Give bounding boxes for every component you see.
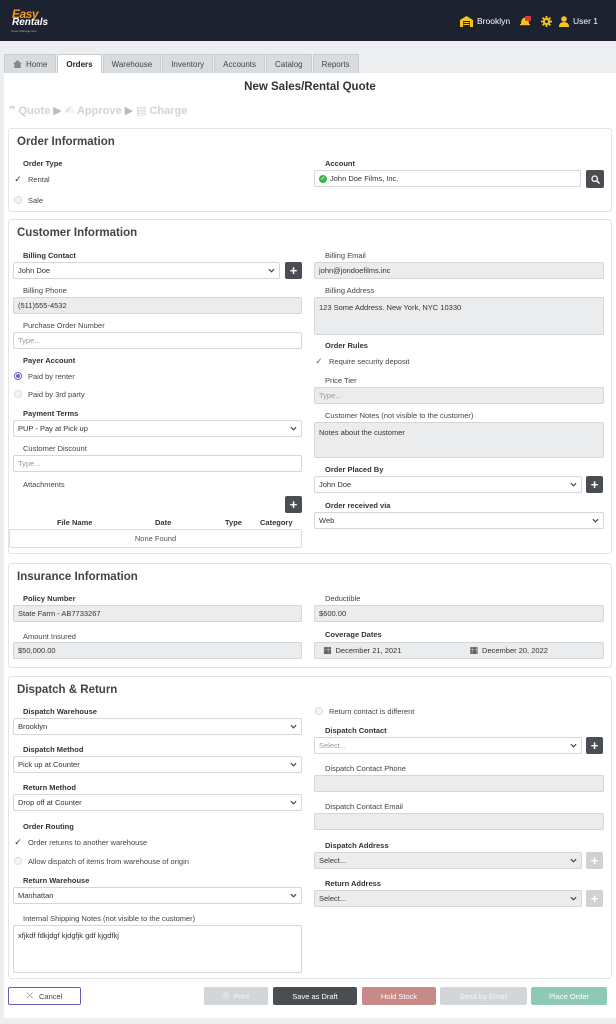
hold-stock-label: Hold Stock <box>380 991 418 1001</box>
dispatch-address-select[interactable] <box>314 852 582 869</box>
add-billing-contact-button[interactable] <box>285 262 302 279</box>
allow-dispatch-checkbox[interactable] <box>13 856 189 866</box>
radio-selected-icon <box>13 371 23 381</box>
verified-icon: ✓ <box>320 176 326 182</box>
dispatch-warehouse-label: Dispatch Warehouse <box>23 707 97 716</box>
location-selector[interactable] <box>460 14 510 28</box>
return-address-label: Return Address <box>325 879 381 888</box>
save-draft-label: Save as Draft <box>292 991 338 1001</box>
add-placed-by-button[interactable] <box>586 476 603 493</box>
policy-number-field <box>13 605 302 622</box>
tab-accounts-label: Accounts <box>223 59 257 69</box>
dispatch-contact-select[interactable] <box>314 737 582 754</box>
attachments-label: Attachments <box>23 480 65 489</box>
shipping-notes-textarea[interactable] <box>13 925 302 973</box>
chevron-down-icon <box>570 742 577 749</box>
customer-notes-value: Notes about the customer <box>319 428 405 437</box>
dispatch-contact-email-label: Dispatch Contact Email <box>325 802 403 811</box>
option-label: Sale <box>28 195 44 205</box>
dispatch-address-label: Dispatch Address <box>325 841 389 850</box>
section-title: Customer Information <box>17 227 138 239</box>
billing-phone-field <box>13 297 302 314</box>
placed-by-label: Order Placed By <box>325 465 384 474</box>
received-via-label: Order received via <box>325 501 391 510</box>
chevron-down-icon <box>592 517 599 524</box>
calendar-icon: ▦ <box>323 645 332 655</box>
app-logo[interactable] <box>8 7 50 35</box>
dispatch-contact-phone-label: Dispatch Contact Phone <box>325 764 406 773</box>
billing-address-field <box>314 297 604 335</box>
dispatch-address-placeholder: Select... <box>319 856 347 865</box>
return-contact-different-checkbox[interactable] <box>314 706 414 716</box>
cancel-label: Cancel <box>39 991 63 1001</box>
cancel-icon: ⤫ <box>26 991 34 1000</box>
account-search-button[interactable] <box>586 170 604 188</box>
payer-account-label: Payer Account <box>23 356 76 365</box>
radio-icon <box>13 389 23 399</box>
place-order-label: Place Order <box>548 991 590 1001</box>
option-label: Require security deposit <box>329 356 410 366</box>
billing-phone-value: (511)555-4532 <box>18 301 67 310</box>
workflow-steps <box>9 104 190 117</box>
tab-inventory[interactable] <box>162 54 213 73</box>
billing-email-value: john@jondoefilms.inc <box>319 266 391 275</box>
placed-by-select[interactable] <box>314 476 582 493</box>
order-type-sale-option[interactable] <box>13 195 43 205</box>
chevron-down-icon <box>290 799 297 806</box>
placed-by-value: John Doe <box>319 480 352 489</box>
plus-icon: + <box>590 891 599 906</box>
price-tier-input[interactable]: Type... <box>314 387 604 404</box>
option-label: Paid by 3rd party <box>28 389 85 399</box>
return-method-select[interactable] <box>13 794 302 811</box>
column-header: Date <box>155 518 172 527</box>
search-icon <box>591 175 600 184</box>
received-via-value: Web <box>319 516 335 525</box>
dispatch-return-card <box>8 676 612 979</box>
billing-contact-value: John Doe <box>18 266 51 275</box>
amount-insured-field <box>13 642 302 659</box>
chevron-down-icon <box>570 481 577 488</box>
user-icon <box>559 16 569 27</box>
attachments-table <box>9 515 302 549</box>
billing-email-field <box>314 262 604 279</box>
main-panel <box>4 73 616 1018</box>
column-header: Type <box>225 518 242 527</box>
tab-reports[interactable] <box>313 54 359 73</box>
deductible-label: Deductible <box>325 594 361 603</box>
tab-reports-label: Reports <box>321 59 350 69</box>
send-email-label: Send by Email <box>459 991 508 1001</box>
option-label: Return contact is different <box>329 706 415 716</box>
dispatch-contact-email-field <box>314 813 604 830</box>
amount-insured-label: Amount Insured <box>23 632 76 641</box>
empty-message: None Found <box>134 534 177 543</box>
page-title: New Sales/Rental Quote <box>244 81 376 93</box>
paid-by-third-party-option[interactable] <box>13 389 85 399</box>
dispatch-warehouse-value: Brooklyn <box>18 722 48 731</box>
dispatch-contact-phone-field <box>314 775 604 792</box>
received-via-select[interactable] <box>314 512 604 529</box>
return-warehouse-label: Return Warehouse <box>23 876 90 885</box>
return-warehouse-value: Manhattan <box>18 891 54 900</box>
customer-discount-input[interactable]: Type... <box>13 455 302 472</box>
location-name: Brooklyn <box>477 16 511 26</box>
tab-warehouse[interactable] <box>103 54 162 73</box>
check-icon: ✓ <box>14 836 22 847</box>
step-arrow-icon: ▶ <box>124 105 134 117</box>
price-tier-label: Price Tier <box>325 376 357 385</box>
payment-terms-label: Payment Terms <box>23 409 79 418</box>
customer-discount-label: Customer Discount <box>23 444 87 453</box>
user-name: User 1 <box>573 16 599 26</box>
account-field[interactable] <box>314 170 581 187</box>
order-type-rental-option[interactable] <box>13 174 50 184</box>
billing-address-value: 123 Some Address. New York, NYC 10330 <box>319 303 462 312</box>
amount-insured-value: $50,000.00 <box>18 646 56 655</box>
po-number-input[interactable]: Type... <box>13 332 302 349</box>
column-header: Category <box>260 518 293 527</box>
chevron-down-icon <box>290 761 297 768</box>
section-title: Insurance Information <box>17 571 138 583</box>
order-rules-label: Order Rules <box>325 341 368 350</box>
coverage-start: December 21, 2021 <box>335 646 402 655</box>
insurance-information-card <box>8 563 612 668</box>
add-attachment-button[interactable] <box>285 496 302 513</box>
return-address-select[interactable] <box>314 890 582 907</box>
settings-button[interactable] <box>541 14 552 28</box>
dispatch-contact-label: Dispatch Contact <box>325 726 387 735</box>
top-bar <box>0 0 616 41</box>
shipping-notes-label: Internal Shipping Notes (not visible to the customer) <box>23 914 196 923</box>
cancel-button[interactable] <box>8 987 81 1005</box>
checkbox-icon <box>314 706 324 716</box>
check-icon: ✓ <box>14 173 22 184</box>
billing-contact-label: Billing Contact <box>23 251 76 260</box>
save-draft-button[interactable] <box>273 987 357 1005</box>
billing-email-label: Billing Email <box>325 251 366 260</box>
paid-by-renter-option[interactable] <box>13 371 75 381</box>
returns-other-warehouse-checkbox[interactable] <box>13 837 147 847</box>
coverage-dates-label: Coverage Dates <box>325 630 382 639</box>
customer-notes-label: Customer Notes (not visible to the customer) <box>325 411 474 420</box>
checkbox-icon <box>13 856 23 866</box>
billing-address-label: Billing Address <box>325 286 375 295</box>
print-button[interactable] <box>204 987 268 1005</box>
chevron-down-icon <box>570 857 577 864</box>
dispatch-method-select[interactable] <box>13 756 302 773</box>
order-information-card <box>8 128 612 212</box>
tab-catalog-label: Catalog <box>275 59 303 69</box>
option-label: Order returns to another warehouse <box>28 837 148 847</box>
customer-information-card <box>8 219 612 554</box>
tab-accounts[interactable] <box>214 54 265 73</box>
tab-catalog[interactable] <box>266 54 312 73</box>
main-nav <box>4 54 360 73</box>
gear-icon <box>541 16 552 27</box>
add-return-address-button[interactable] <box>586 890 603 907</box>
tab-home-label: Home <box>26 59 48 69</box>
po-number-label: Purchase Order Number <box>23 321 105 330</box>
add-dispatch-contact-button[interactable] <box>586 737 603 754</box>
order-routing-label: Order Routing <box>23 822 74 831</box>
option-label: Paid by renter <box>28 371 75 381</box>
add-dispatch-address-button[interactable] <box>586 852 603 869</box>
calendar-icon: ▦ <box>469 645 479 655</box>
hold-stock-button[interactable] <box>362 987 436 1005</box>
payment-terms-value: PUP - Pay at Pick up <box>18 424 88 433</box>
plus-icon: + <box>590 738 599 753</box>
return-warehouse-select[interactable] <box>13 887 302 904</box>
order-type-label: Order Type <box>23 159 63 168</box>
account-value: John Doe Films, Inc. <box>330 174 399 183</box>
step-quote: Quote <box>18 104 51 117</box>
section-title: Dispatch & Return <box>17 684 118 696</box>
billing-phone-label: Billing Phone <box>23 286 67 295</box>
option-label: Allow dispatch of items from warehouse of origin <box>28 856 189 866</box>
shipping-notes-value: xfjkdf fdkjdgf kjdgfjk gdf kjgdfkj <box>18 931 119 940</box>
radio-icon <box>13 195 23 205</box>
logo-tagline: Asset Management <box>11 29 37 33</box>
return-address-placeholder: Select... <box>319 894 347 903</box>
dispatch-contact-placeholder: Select... <box>319 741 347 750</box>
deductible-value: $600.00 <box>319 609 347 618</box>
coverage-dates-field[interactable] <box>314 642 604 659</box>
require-deposit-checkbox[interactable] <box>314 356 409 366</box>
charge-icon: ▤ <box>136 105 147 117</box>
check-icon: ✓ <box>315 355 323 366</box>
step-arrow-icon: ▶ <box>53 105 62 117</box>
coverage-end: December 20, 2022 <box>482 646 548 655</box>
table-empty-row <box>9 529 302 548</box>
chevron-down-icon <box>268 267 275 274</box>
customer-notes-textarea[interactable] <box>314 422 604 458</box>
section-title: Order Information <box>17 136 115 148</box>
chevron-down-icon <box>570 895 577 902</box>
return-method-value: Drop off at Counter <box>18 798 82 807</box>
dispatch-warehouse-select[interactable] <box>13 718 302 735</box>
tab-warehouse-label: Warehouse <box>111 59 153 69</box>
user-menu[interactable] <box>559 14 598 28</box>
warehouse-icon <box>460 16 473 27</box>
tab-inventory-label: Inventory <box>171 59 205 69</box>
chevron-down-icon <box>290 723 297 730</box>
deductible-field <box>314 605 604 622</box>
policy-number-label: Policy Number <box>23 594 76 603</box>
chevron-down-icon <box>290 425 297 432</box>
print-label: Print <box>233 991 250 1001</box>
plus-icon: + <box>289 263 298 278</box>
place-order-button[interactable] <box>531 987 607 1005</box>
dispatch-method-value: Pick up at Counter <box>18 760 80 769</box>
tab-home[interactable] <box>4 54 56 73</box>
payment-terms-select[interactable] <box>13 420 302 437</box>
bell-icon <box>519 16 531 27</box>
quote-icon: ❞ <box>9 105 16 117</box>
billing-contact-select[interactable] <box>13 262 280 279</box>
step-charge: Charge <box>149 104 188 117</box>
plus-icon: + <box>590 853 599 868</box>
send-email-button[interactable] <box>440 987 527 1005</box>
action-bar <box>0 981 616 1011</box>
step-approve: Approve <box>76 104 122 117</box>
tab-orders-label: Orders <box>66 59 93 69</box>
column-header: File Name <box>57 518 93 527</box>
home-icon <box>13 60 22 68</box>
approve-icon: ✍ <box>64 105 74 117</box>
logo-line1: Easy <box>12 7 39 21</box>
logo-line2: Rentals <box>12 17 49 28</box>
tab-orders[interactable] <box>57 54 101 73</box>
plus-icon: + <box>590 477 599 492</box>
return-method-label: Return Method <box>23 783 76 792</box>
dispatch-method-label: Dispatch Method <box>23 745 84 754</box>
chevron-down-icon <box>290 892 297 899</box>
option-label: Rental <box>28 174 50 184</box>
print-icon: ⎙ <box>222 991 229 1000</box>
account-label: Account <box>325 159 355 168</box>
policy-number-value: State Farm - AB7733267 <box>18 609 101 618</box>
notifications-button[interactable] <box>519 14 531 28</box>
plus-icon: + <box>289 497 298 512</box>
